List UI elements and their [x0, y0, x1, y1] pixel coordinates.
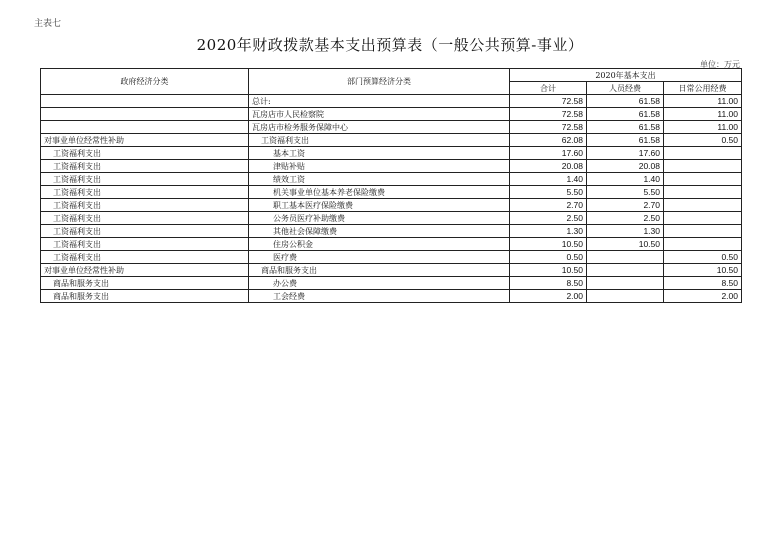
cell-dept-class: 瓦房店市检务服务保障中心 [249, 121, 510, 134]
cell-personnel [587, 264, 664, 277]
cell-dept-class: 绩效工资 [249, 173, 510, 186]
cell-public: 11.00 [664, 108, 742, 121]
cell-gov-class [41, 108, 249, 121]
cell-gov-class [41, 121, 249, 134]
cell-personnel: 1.30 [587, 225, 664, 238]
cell-dept-class: 津贴补贴 [249, 160, 510, 173]
table-row [41, 199, 742, 212]
cell-personnel [587, 290, 664, 303]
cell-dept-class: 工会经费 [249, 290, 510, 303]
header-public: 日常公用经费 [664, 82, 742, 95]
cell-personnel: 2.70 [587, 199, 664, 212]
cell-personnel: 20.08 [587, 160, 664, 173]
table-row [41, 225, 742, 238]
cell-dept-class: 医疗费 [249, 251, 510, 264]
cell-dept-class: 总计: [249, 95, 510, 108]
cell-total: 17.60 [510, 147, 587, 160]
cell-personnel: 61.58 [587, 134, 664, 147]
cell-public [664, 238, 742, 251]
cell-public: 2.00 [664, 290, 742, 303]
cell-gov-class: 工资福利支出 [41, 238, 249, 251]
cell-total: 5.50 [510, 186, 587, 199]
cell-total: 10.50 [510, 264, 587, 277]
table-row [41, 264, 742, 277]
cell-gov-class: 工资福利支出 [41, 160, 249, 173]
cell-dept-class: 瓦房店市人民检察院 [249, 108, 510, 121]
cell-public: 0.50 [664, 251, 742, 264]
cell-gov-class: 工资福利支出 [41, 212, 249, 225]
cell-personnel: 61.58 [587, 121, 664, 134]
table-row [41, 121, 742, 134]
cell-dept-class: 住房公积金 [249, 238, 510, 251]
cell-public: 10.50 [664, 264, 742, 277]
cell-dept-class: 办公费 [249, 277, 510, 290]
cell-public: 8.50 [664, 277, 742, 290]
cell-total: 0.50 [510, 251, 587, 264]
cell-gov-class: 工资福利支出 [41, 173, 249, 186]
cell-personnel: 61.58 [587, 95, 664, 108]
table-number-label: 主表七 [34, 19, 62, 29]
header-basic-expenditure: 2020年基本支出 [510, 69, 742, 82]
cell-gov-class: 工资福利支出 [41, 225, 249, 238]
cell-dept-class: 工资福利支出 [249, 134, 510, 147]
cell-total: 72.58 [510, 108, 587, 121]
cell-total: 20.08 [510, 160, 587, 173]
table-row [41, 186, 742, 199]
cell-dept-class: 公务员医疗补助缴费 [249, 212, 510, 225]
header-personnel: 人员经费 [587, 82, 664, 95]
cell-public [664, 160, 742, 173]
table-row [41, 238, 742, 251]
cell-public [664, 225, 742, 238]
cell-public [664, 212, 742, 225]
unit-label: 单位：万元 [700, 60, 740, 69]
header-gov-class: 政府经济分类 [41, 69, 249, 95]
cell-gov-class: 工资福利支出 [41, 186, 249, 199]
cell-dept-class: 基本工资 [249, 147, 510, 160]
table-row [41, 173, 742, 186]
cell-total: 1.40 [510, 173, 587, 186]
cell-dept-class: 商品和服务支出 [249, 264, 510, 277]
cell-total: 72.58 [510, 121, 587, 134]
cell-personnel [587, 251, 664, 264]
table-row [41, 147, 742, 160]
table-row [41, 212, 742, 225]
table-row [41, 160, 742, 173]
table-body [41, 95, 742, 303]
cell-personnel: 5.50 [587, 186, 664, 199]
header-total: 合计 [510, 82, 587, 95]
cell-total: 2.50 [510, 212, 587, 225]
page-title: 2020年财政拨款基本支出预算表（一般公共预算-事业） [196, 36, 584, 54]
table-row [41, 290, 742, 303]
table-header [41, 69, 742, 95]
budget-table [40, 68, 742, 303]
table-row [41, 277, 742, 290]
table-row [41, 134, 742, 147]
cell-public [664, 186, 742, 199]
table-row [41, 251, 742, 264]
cell-public [664, 199, 742, 212]
cell-gov-class [41, 95, 249, 108]
cell-dept-class: 其他社会保障缴费 [249, 225, 510, 238]
cell-total: 2.00 [510, 290, 587, 303]
table-row [41, 108, 742, 121]
cell-gov-class: 商品和服务支出 [41, 277, 249, 290]
cell-total: 62.08 [510, 134, 587, 147]
cell-total: 10.50 [510, 238, 587, 251]
cell-public [664, 147, 742, 160]
cell-total: 72.58 [510, 95, 587, 108]
cell-total: 8.50 [510, 277, 587, 290]
cell-personnel: 17.60 [587, 147, 664, 160]
cell-gov-class: 对事业单位经常性补助 [41, 264, 249, 277]
cell-public [664, 173, 742, 186]
cell-dept-class: 职工基本医疗保险缴费 [249, 199, 510, 212]
cell-personnel: 1.40 [587, 173, 664, 186]
cell-gov-class: 工资福利支出 [41, 251, 249, 264]
cell-personnel: 10.50 [587, 238, 664, 251]
cell-gov-class: 工资福利支出 [41, 199, 249, 212]
cell-public: 11.00 [664, 95, 742, 108]
table-row [41, 95, 742, 108]
cell-personnel [587, 277, 664, 290]
cell-public: 11.00 [664, 121, 742, 134]
cell-gov-class: 对事业单位经常性补助 [41, 134, 249, 147]
cell-personnel: 61.58 [587, 108, 664, 121]
cell-gov-class: 工资福利支出 [41, 147, 249, 160]
cell-dept-class: 机关事业单位基本养老保险缴费 [249, 186, 510, 199]
cell-gov-class: 商品和服务支出 [41, 290, 249, 303]
cell-total: 1.30 [510, 225, 587, 238]
cell-public: 0.50 [664, 134, 742, 147]
cell-total: 2.70 [510, 199, 587, 212]
cell-personnel: 2.50 [587, 212, 664, 225]
header-dept-class: 部门预算经济分类 [249, 69, 510, 95]
